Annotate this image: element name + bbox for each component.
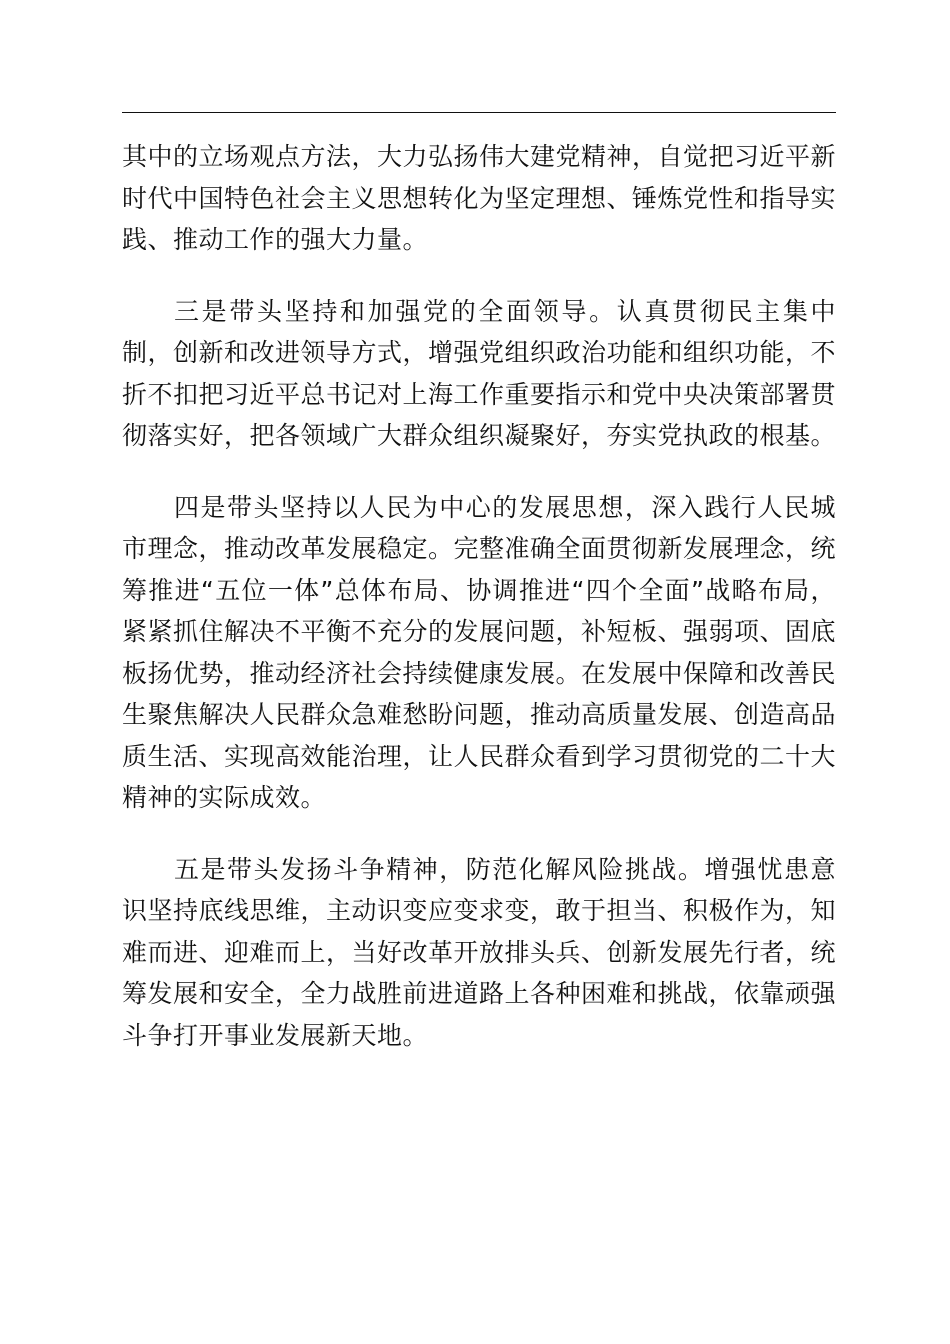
document-body [122, 136, 836, 1056]
paragraph-continued: 其中的立场观点方法，大力弘扬伟大建党精神，自觉把习近平新时代中国特色社会主义思想转化为坚定理想、锤炼党性和指导实践、推动工作的强大力量。 [122, 142, 837, 254]
paragraph-point-five: 五是带头发扬斗争精神，防范化解风险挑战。增强忧患意识坚持底线思维，主动识变应变求变，敢于担当、积极作为，知难而进、迎难而上，当好改革开放排头兵、创新发展先行者，统筹发展和安全，全力战胜前进道路上各种困难和挑战，依靠顽强斗争打开事业发展新天地。 [122, 854, 837, 1050]
header-rule [122, 112, 836, 113]
paragraph-point-four: 四是带头坚持以人民为中心的发展思想，深入践行人民城市理念，推动改革发展稳定。完整准确全面贯彻新发展理念，统筹推进“五位一体”总体布局、协调推进“四个全面”战略布局，紧紧抓住解决不平衡不充分的发展问题，补短板、强弱项、固底板扬优势，推动经济社会持续健康发展。在发展中保障和改善民生聚焦解决人民群众急难愁盼问题，推动高质量发展、创造高品质生活、实现高效能治理，让人民群众看到学习贯彻党的二十大精神的实际成效。 [122, 492, 837, 812]
paragraph-point-three: 三是带头坚持和加强党的全面领导。认真贯彻民主集中制，创新和改进领导方式，增强党组织政治功能和组织功能，不折不扣把习近平总书记对上海工作重要指示和党中央决策部署贯彻落实好，把各领域广大群众组织凝聚好，夯实党执政的根基。 [122, 296, 837, 450]
